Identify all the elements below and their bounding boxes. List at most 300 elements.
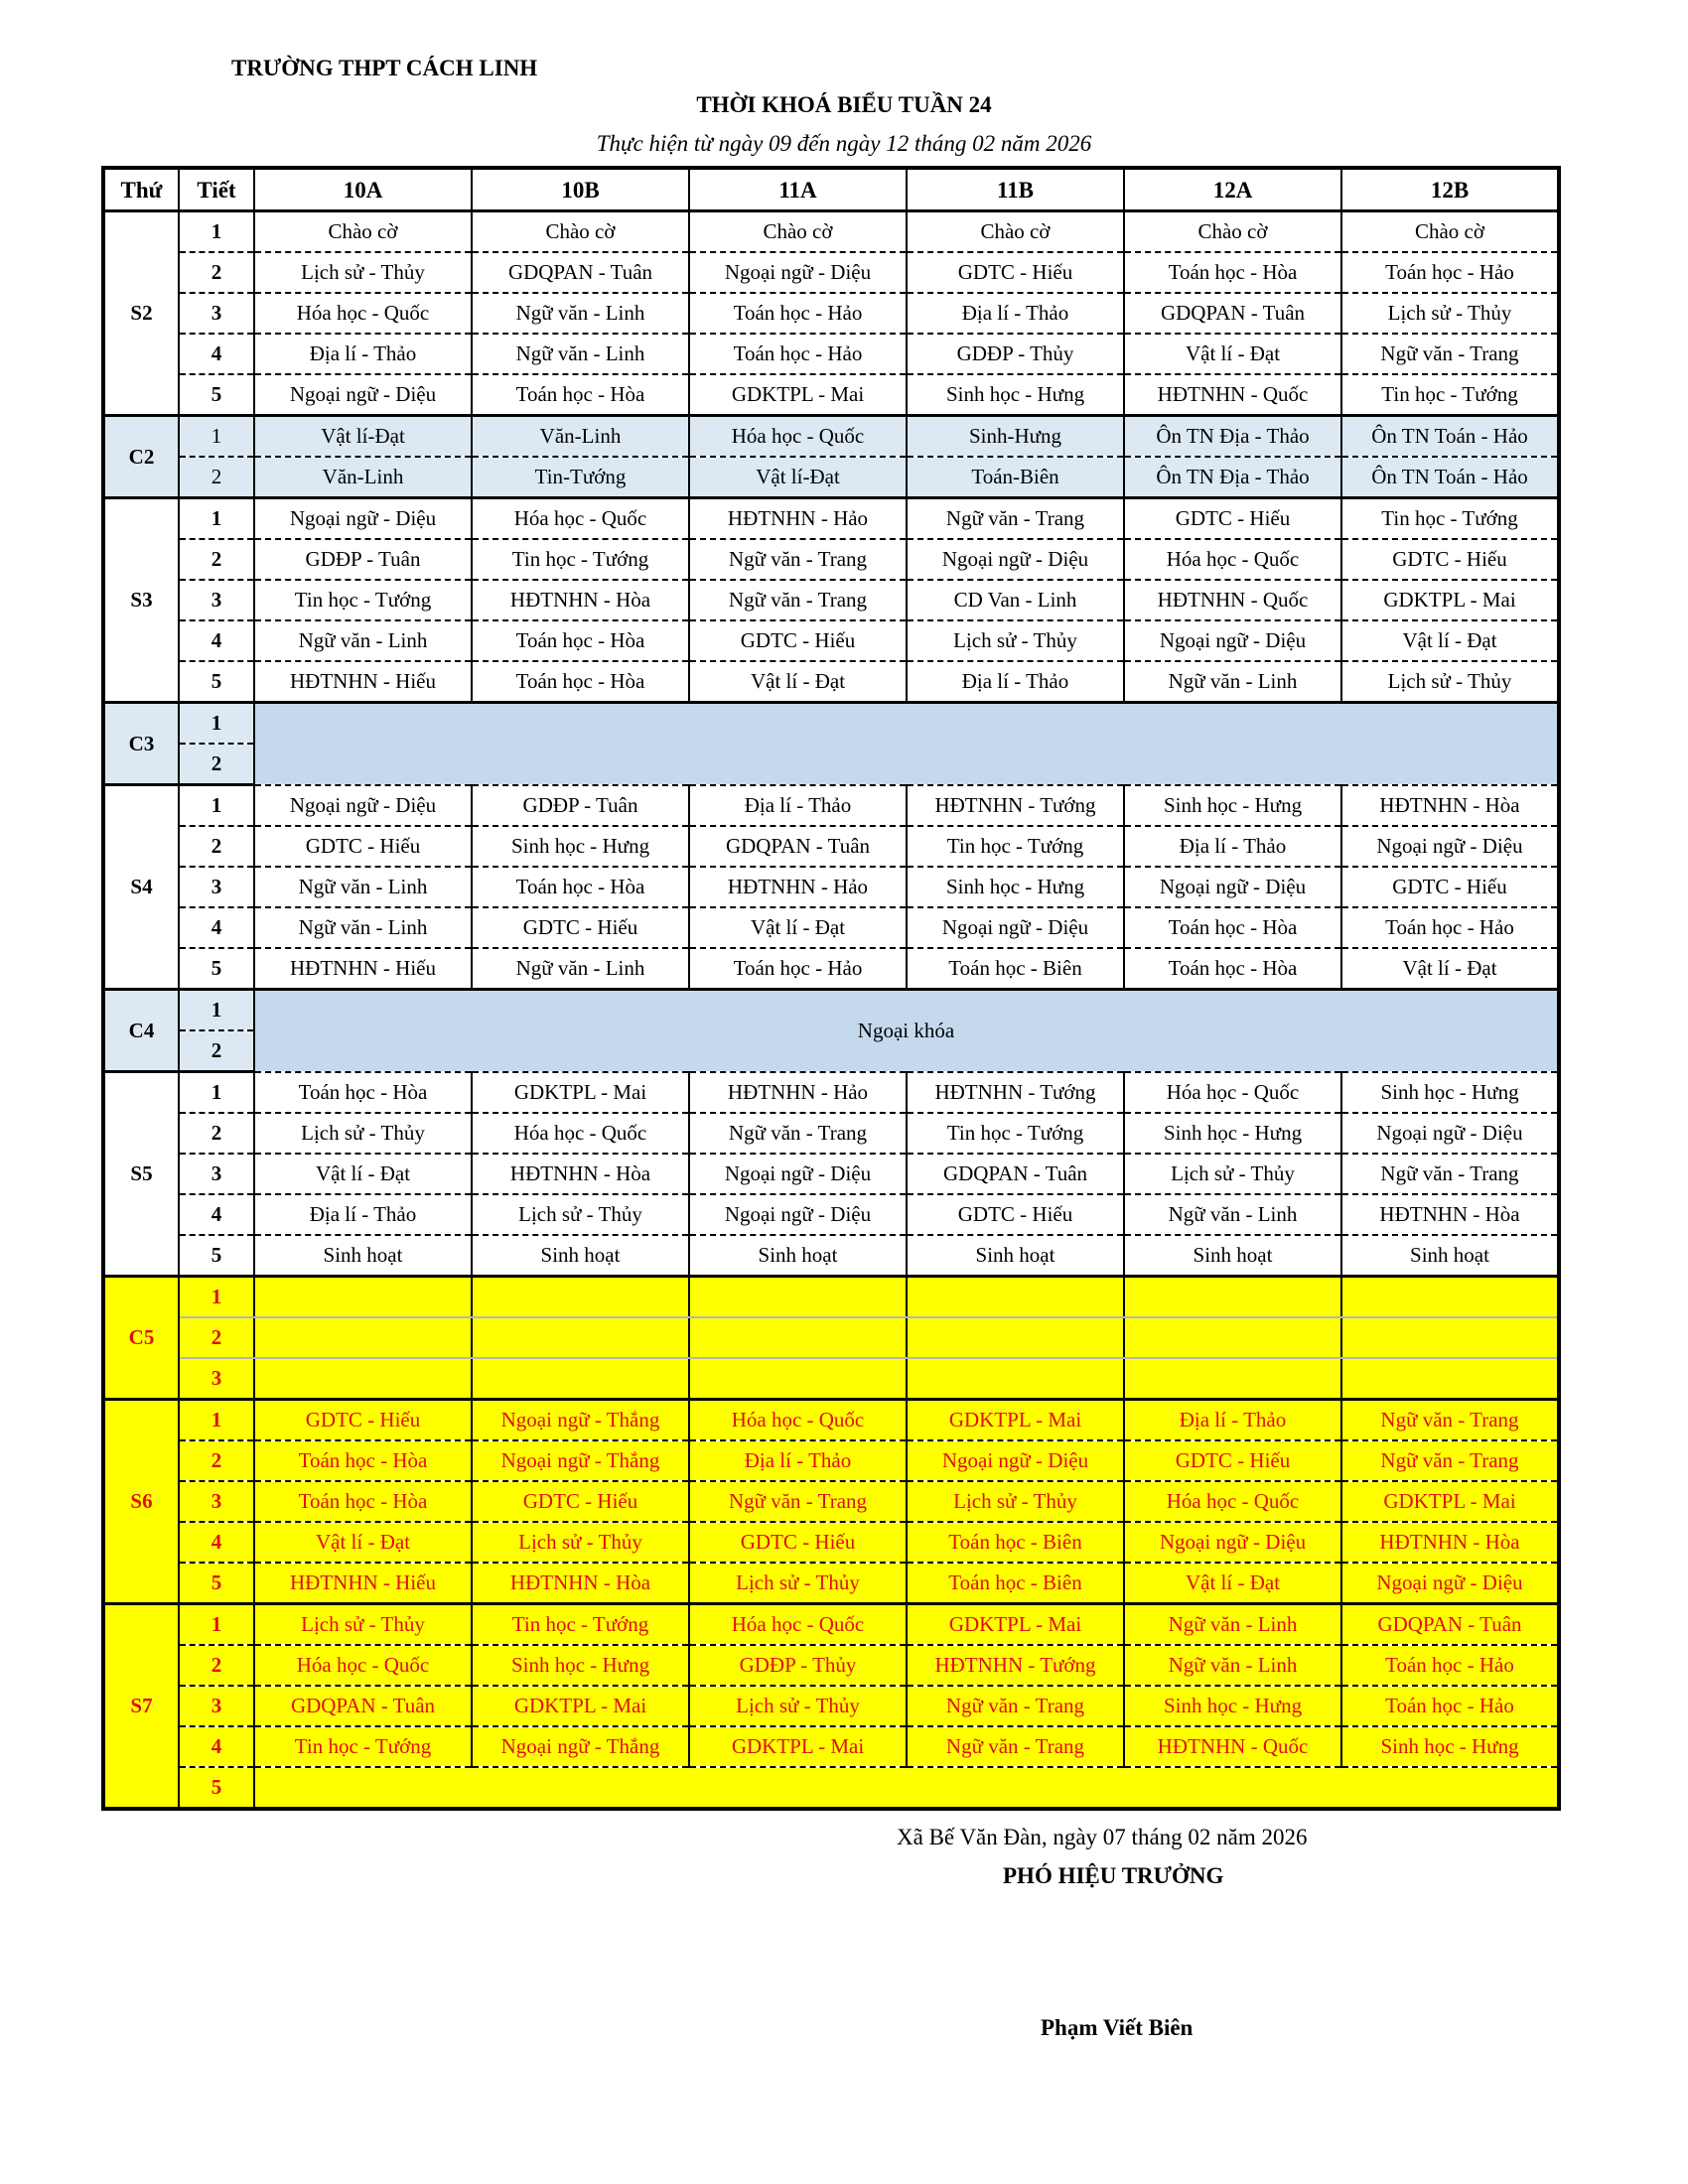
lesson-cell: Ngoại ngữ - Diệu <box>1124 1522 1341 1563</box>
lesson-cell: Lịch sử - Thủy <box>254 1604 472 1646</box>
lesson-cell: GDQPAN - Tuân <box>472 252 689 293</box>
period-number: 5 <box>179 1563 254 1604</box>
page-title: THỜI KHOÁ BIỂU TUẦN 24 <box>696 92 992 117</box>
table-row <box>103 867 1559 907</box>
lesson-cell: Địa lí - Thảo <box>907 293 1124 334</box>
lesson-cell: HĐTNHN - Hiếu <box>254 948 472 990</box>
day-label: S4 <box>103 785 179 990</box>
table-row <box>103 1481 1559 1522</box>
day-label: S2 <box>103 211 179 416</box>
lesson-cell: Ngoại ngữ - Diệu <box>689 252 907 293</box>
period-number: 5 <box>179 374 254 416</box>
lesson-cell: Sinh-Hưng <box>907 416 1124 458</box>
lesson-cell: Toán học - Hảo <box>1341 1645 1559 1686</box>
lesson-cell <box>1341 1317 1559 1358</box>
lesson-cell: Toán học - Hảo <box>689 948 907 990</box>
lesson-cell: Chào cờ <box>689 211 907 253</box>
period-number: 5 <box>179 661 254 703</box>
lesson-cell: Ngoại ngữ - Diệu <box>689 1154 907 1194</box>
lesson-cell: Toán học - Hòa <box>1124 948 1341 990</box>
lesson-cell <box>907 1358 1124 1400</box>
lesson-cell: GDTC - Hiếu <box>1341 867 1559 907</box>
lesson-cell: Ngoại ngữ - Diệu <box>1124 867 1341 907</box>
lesson-cell: Ngữ văn - Trang <box>1341 1400 1559 1441</box>
lesson-cell: Lịch sử - Thủy <box>689 1686 907 1726</box>
table-row <box>103 211 1559 253</box>
table-row <box>103 620 1559 661</box>
lesson-cell: Địa lí - Thảo <box>254 1194 472 1235</box>
table-row <box>103 374 1559 416</box>
lesson-cell: GDTC - Hiếu <box>1124 498 1341 540</box>
lesson-cell: Ngữ văn - Trang <box>907 498 1124 540</box>
lesson-cell: Ngoại ngữ - Diệu <box>907 1440 1124 1481</box>
table-row <box>103 498 1559 540</box>
table-row <box>103 416 1559 458</box>
lesson-cell: Toán học - Hòa <box>254 1072 472 1114</box>
lesson-cell: Vật lí-Đạt <box>689 457 907 498</box>
class-header: 10B <box>472 168 689 211</box>
table-row <box>103 1522 1559 1563</box>
table-row <box>103 661 1559 703</box>
lesson-cell: Ngữ văn - Linh <box>472 948 689 990</box>
lesson-cell: Ngữ văn - Trang <box>689 1113 907 1154</box>
table-row <box>103 907 1559 948</box>
lesson-cell: Tin học - Tướng <box>254 580 472 620</box>
period-number: 1 <box>179 1072 254 1114</box>
lesson-cell: Toán học - Hòa <box>254 1481 472 1522</box>
lesson-cell: Tin-Tướng <box>472 457 689 498</box>
lesson-cell: Ngữ văn - Linh <box>472 334 689 374</box>
lesson-cell: Toán học - Hòa <box>472 620 689 661</box>
lesson-cell: GDKTPL - Mai <box>1341 580 1559 620</box>
lesson-cell: Vật lí - Đạt <box>254 1522 472 1563</box>
lesson-cell: HĐTNHN - Hòa <box>1341 1522 1559 1563</box>
lesson-cell: Ngoại ngữ - Diệu <box>907 539 1124 580</box>
lesson-cell: GDTC - Hiếu <box>689 620 907 661</box>
period-number: 1 <box>179 498 254 540</box>
lesson-cell: Ngoại ngữ - Diệu <box>907 907 1124 948</box>
table-row <box>103 457 1559 498</box>
lesson-cell: GDTC - Hiếu <box>254 1400 472 1441</box>
period-number: 5 <box>179 948 254 990</box>
lesson-cell: HĐTNHN - Quốc <box>1124 1726 1341 1767</box>
lesson-cell: Ngữ văn - Linh <box>254 867 472 907</box>
lesson-cell: Hóa học - Quốc <box>254 293 472 334</box>
lesson-cell: Sinh hoạt <box>689 1235 907 1277</box>
lesson-cell: Hóa học - Quốc <box>1124 1072 1341 1114</box>
lesson-cell: Ngữ văn - Trang <box>689 1481 907 1522</box>
lesson-cell: HĐTNHN - Hảo <box>689 1072 907 1114</box>
table-row <box>103 1072 1559 1114</box>
lesson-cell <box>1124 1358 1341 1400</box>
lesson-cell: GDTC - Hiếu <box>472 907 689 948</box>
lesson-cell: GDĐP - Tuân <box>254 539 472 580</box>
period-number: 1 <box>179 1400 254 1441</box>
lesson-cell: Ngữ văn - Trang <box>907 1726 1124 1767</box>
lesson-cell: Văn-Linh <box>254 457 472 498</box>
lesson-cell: Vật lí - Đạt <box>1341 620 1559 661</box>
table-row <box>103 1113 1559 1154</box>
lesson-cell: Toán học - Hảo <box>1341 1686 1559 1726</box>
period-number: 5 <box>179 1235 254 1277</box>
table-row <box>103 539 1559 580</box>
class-header: 11B <box>907 168 1124 211</box>
lesson-cell: GDTC - Hiếu <box>1124 1440 1341 1481</box>
lesson-cell <box>1341 1358 1559 1400</box>
lesson-cell: Lịch sử - Thủy <box>1341 661 1559 703</box>
table-row <box>103 1563 1559 1604</box>
table-row <box>103 252 1559 293</box>
lesson-cell: GDQPAN - Tuân <box>254 1686 472 1726</box>
lesson-cell: Toán học - Biên <box>907 948 1124 990</box>
lesson-cell: Tin học - Tướng <box>1341 498 1559 540</box>
lesson-cell: Hóa học - Quốc <box>689 1604 907 1646</box>
table-row <box>103 826 1559 867</box>
page-subtitle: Thực hiện từ ngày 09 đến ngày 12 tháng 02 năm 2026 <box>596 131 1092 156</box>
period-number: 2 <box>179 252 254 293</box>
period-number: 4 <box>179 1726 254 1767</box>
school-name: TRƯỜNG THPT CÁCH LINH <box>231 56 538 80</box>
period-number: 3 <box>179 1154 254 1194</box>
lesson-cell: Ngữ văn - Trang <box>1341 334 1559 374</box>
lesson-cell: Ngữ văn - Linh <box>1124 1194 1341 1235</box>
lesson-cell: Chào cờ <box>472 211 689 253</box>
lesson-cell: HĐTNHN - Hảo <box>689 498 907 540</box>
table-row <box>103 785 1559 827</box>
lesson-cell: Ngoại ngữ - Diệu <box>1341 1563 1559 1604</box>
lesson-cell: Ngữ văn - Trang <box>1341 1440 1559 1481</box>
period-number: 3 <box>179 1481 254 1522</box>
col-day-header: Thứ <box>103 168 179 211</box>
lesson-cell: HĐTNHN - Hòa <box>1341 785 1559 827</box>
period-number: 3 <box>179 1686 254 1726</box>
lesson-cell <box>472 1317 689 1358</box>
lesson-cell: Tin học - Tướng <box>472 539 689 580</box>
lesson-cell <box>907 1277 1124 1318</box>
table-row <box>103 1645 1559 1686</box>
table-row <box>103 948 1559 990</box>
lesson-cell: Lịch sử - Thủy <box>907 620 1124 661</box>
lesson-cell <box>907 1317 1124 1358</box>
lesson-cell: GDKTPL - Mai <box>689 1726 907 1767</box>
lesson-cell: Sinh học - Hưng <box>472 1645 689 1686</box>
lesson-cell: Hóa học - Quốc <box>689 1400 907 1441</box>
lesson-cell: Sinh học - Hưng <box>907 867 1124 907</box>
period-number: 2 <box>179 1645 254 1686</box>
lesson-cell: Lịch sử - Thủy <box>254 1113 472 1154</box>
lesson-cell: HĐTNHN - Quốc <box>1124 374 1341 416</box>
period-number: 1 <box>179 1277 254 1318</box>
lesson-cell: Toán học - Hòa <box>254 1440 472 1481</box>
lesson-cell: Ngoại ngữ - Diệu <box>1341 826 1559 867</box>
table-row <box>103 1154 1559 1194</box>
lesson-cell: Toán học - Hòa <box>1124 252 1341 293</box>
period-number: 4 <box>179 1522 254 1563</box>
class-header: 11A <box>689 168 907 211</box>
lesson-cell: Ngoại ngữ - Diệu <box>1341 1113 1559 1154</box>
lesson-cell: Địa lí - Thảo <box>1124 1400 1341 1441</box>
day-label: C3 <box>103 703 179 785</box>
col-period-header: Tiết <box>179 168 254 211</box>
table-row <box>103 293 1559 334</box>
period-number: 2 <box>179 1440 254 1481</box>
lesson-cell: Ngữ văn - Trang <box>689 580 907 620</box>
lesson-cell: Ngữ văn - Linh <box>472 293 689 334</box>
lesson-cell: Toán học - Hảo <box>689 293 907 334</box>
table-row <box>103 1400 1559 1441</box>
lesson-cell: HĐTNHN - Hòa <box>472 1563 689 1604</box>
lesson-cell: GDKTPL - Mai <box>472 1072 689 1114</box>
lesson-cell: Ôn TN Toán - Hảo <box>1341 457 1559 498</box>
lesson-cell: Toán học - Hòa <box>1124 907 1341 948</box>
lesson-cell <box>254 1277 472 1318</box>
period-number: 2 <box>179 457 254 498</box>
lesson-cell <box>254 1317 472 1358</box>
day-label: S7 <box>103 1604 179 1810</box>
lesson-cell: Lịch sử - Thủy <box>907 1481 1124 1522</box>
lesson-cell: HĐTNHN - Hiếu <box>254 1563 472 1604</box>
lesson-cell <box>472 1358 689 1400</box>
lesson-cell: Ngoại ngữ - Thắng <box>472 1440 689 1481</box>
lesson-cell: Ngữ văn - Trang <box>907 1686 1124 1726</box>
lesson-cell: Ngữ văn - Trang <box>689 539 907 580</box>
lesson-cell: Ngữ văn - Linh <box>1124 661 1341 703</box>
lesson-cell: Toán-Biên <box>907 457 1124 498</box>
lesson-cell: Sinh học - Hưng <box>472 826 689 867</box>
lesson-cell: GDKTPL - Mai <box>689 374 907 416</box>
class-header: 10A <box>254 168 472 211</box>
lesson-cell: Ngoại ngữ - Thắng <box>472 1400 689 1441</box>
lesson-cell: Địa lí - Thảo <box>907 661 1124 703</box>
lesson-cell: Sinh học - Hưng <box>1124 785 1341 827</box>
lesson-cell: HĐTNHN - Hiếu <box>254 661 472 703</box>
period-number: 2 <box>179 1030 254 1072</box>
lesson-cell: Toán học - Biên <box>907 1522 1124 1563</box>
table-row <box>103 703 1559 745</box>
day-label: S6 <box>103 1400 179 1604</box>
day-label: C2 <box>103 416 179 498</box>
lesson-cell <box>689 1358 907 1400</box>
lesson-cell: GDKTPL - Mai <box>1341 1481 1559 1522</box>
lesson-cell: Ngoại ngữ - Thắng <box>472 1726 689 1767</box>
lesson-cell: Toán học - Hảo <box>1341 252 1559 293</box>
period-number: 2 <box>179 744 254 785</box>
table-row <box>103 990 1559 1031</box>
lesson-cell: Sinh học - Hưng <box>1341 1072 1559 1114</box>
lesson-cell: Sinh hoạt <box>1341 1235 1559 1277</box>
period-number: 4 <box>179 620 254 661</box>
lesson-cell: Hóa học - Quốc <box>472 498 689 540</box>
period-number: 4 <box>179 1194 254 1235</box>
lesson-cell: Ngoại ngữ - Diệu <box>254 498 472 540</box>
lesson-cell: HĐTNHN - Tướng <box>907 1072 1124 1114</box>
lesson-cell: Ôn TN Địa - Thảo <box>1124 416 1341 458</box>
table-row <box>103 1194 1559 1235</box>
day-label: C4 <box>103 990 179 1072</box>
lesson-cell: GDQPAN - Tuân <box>1124 293 1341 334</box>
lesson-cell: Chào cờ <box>254 211 472 253</box>
period-number: 1 <box>179 785 254 827</box>
lesson-cell: HĐTNHN - Hòa <box>472 1154 689 1194</box>
lesson-cell: Lịch sử - Thủy <box>254 252 472 293</box>
lesson-cell: HĐTNHN - Hòa <box>472 580 689 620</box>
merged-block-cell <box>254 703 1559 785</box>
lesson-cell: Ngoại ngữ - Diệu <box>689 1194 907 1235</box>
lesson-cell: Ôn TN Địa - Thảo <box>1124 457 1341 498</box>
lesson-cell: Hóa học - Quốc <box>472 1113 689 1154</box>
lesson-cell: Địa lí - Thảo <box>689 785 907 827</box>
header-row <box>103 168 1559 211</box>
lesson-cell: Sinh hoạt <box>472 1235 689 1277</box>
lesson-cell: Toán học - Hòa <box>472 374 689 416</box>
lesson-cell: Toán học - Hảo <box>1341 907 1559 948</box>
lesson-cell <box>689 1317 907 1358</box>
lesson-cell: GDTC - Hiếu <box>907 1194 1124 1235</box>
lesson-cell: Vật lí - Đạt <box>1341 948 1559 990</box>
lesson-cell: Chào cờ <box>1124 211 1341 253</box>
period-number: 4 <box>179 334 254 374</box>
lesson-cell: Toán học - Biên <box>907 1563 1124 1604</box>
lesson-cell <box>472 1277 689 1318</box>
lesson-cell: Địa lí - Thảo <box>1124 826 1341 867</box>
lesson-cell <box>1341 1277 1559 1318</box>
period-number: 1 <box>179 211 254 253</box>
lesson-cell: Tin học - Tướng <box>907 1113 1124 1154</box>
lesson-cell: Vật lí-Đạt <box>254 416 472 458</box>
lesson-cell: Vật lí - Đạt <box>1124 1563 1341 1604</box>
lesson-cell: Vật lí - Đạt <box>689 907 907 948</box>
lesson-cell: Lịch sử - Thủy <box>1124 1154 1341 1194</box>
lesson-cell: Địa lí - Thảo <box>689 1440 907 1481</box>
lesson-cell: GDQPAN - Tuân <box>689 826 907 867</box>
lesson-cell: Sinh hoạt <box>1124 1235 1341 1277</box>
period-number: 2 <box>179 1317 254 1358</box>
period-number: 3 <box>179 580 254 620</box>
lesson-cell: GDTC - Hiếu <box>689 1522 907 1563</box>
lesson-cell: Chào cờ <box>1341 211 1559 253</box>
lesson-cell: Sinh học - Hưng <box>1124 1686 1341 1726</box>
lesson-cell: Hóa học - Quốc <box>1124 539 1341 580</box>
period-number: 1 <box>179 990 254 1031</box>
period-number: 1 <box>179 416 254 458</box>
table-row <box>103 334 1559 374</box>
lesson-cell: CD Van - Linh <box>907 580 1124 620</box>
lesson-cell: Ôn TN Toán - Hảo <box>1341 416 1559 458</box>
lesson-cell: GDKTPL - Mai <box>907 1604 1124 1646</box>
lesson-cell: Ngữ văn - Linh <box>254 620 472 661</box>
table-row <box>103 580 1559 620</box>
lesson-cell: Vật lí - Đạt <box>1124 334 1341 374</box>
lesson-cell: Tin học - Tướng <box>1341 374 1559 416</box>
lesson-cell: Sinh hoạt <box>254 1235 472 1277</box>
lesson-cell: Sinh học - Hưng <box>1124 1113 1341 1154</box>
lesson-cell: Vật lí - Đạt <box>254 1154 472 1194</box>
lesson-cell: GDTC - Hiếu <box>254 826 472 867</box>
period-number: 5 <box>179 1767 254 1809</box>
lesson-cell <box>1124 1277 1341 1318</box>
lesson-cell: Sinh học - Hưng <box>907 374 1124 416</box>
table-row <box>103 1726 1559 1767</box>
lesson-cell: Vật lí - Đạt <box>689 661 907 703</box>
period-number: 2 <box>179 826 254 867</box>
period-number: 4 <box>179 907 254 948</box>
lesson-cell: HĐTNHN - Tướng <box>907 1645 1124 1686</box>
lesson-cell <box>689 1277 907 1318</box>
table-row <box>103 1277 1559 1318</box>
lesson-cell: Ngữ văn - Trang <box>1341 1154 1559 1194</box>
lesson-cell: GDQPAN - Tuân <box>1341 1604 1559 1646</box>
period-number: 3 <box>179 867 254 907</box>
signer-name: Phạm Viết Biên <box>1041 2015 1194 2040</box>
lesson-cell: GDKTPL - Mai <box>472 1686 689 1726</box>
class-header: 12A <box>1124 168 1341 211</box>
lesson-cell: GDTC - Hiếu <box>472 1481 689 1522</box>
empty-merged-cell <box>254 1767 1559 1809</box>
table-row <box>103 1235 1559 1277</box>
timetable <box>101 166 1561 1811</box>
lesson-cell: Lịch sử - Thủy <box>472 1522 689 1563</box>
lesson-cell: Lịch sử - Thủy <box>689 1563 907 1604</box>
lesson-cell: HĐTNHN - Quốc <box>1124 580 1341 620</box>
lesson-cell: Tin học - Tướng <box>472 1604 689 1646</box>
period-number: 1 <box>179 703 254 745</box>
period-number: 1 <box>179 1604 254 1646</box>
lesson-cell: GDTC - Hiếu <box>1341 539 1559 580</box>
lesson-cell: Sinh học - Hưng <box>1341 1726 1559 1767</box>
lesson-cell: HĐTNHN - Tướng <box>907 785 1124 827</box>
class-header: 12B <box>1341 168 1559 211</box>
lesson-cell: GDQPAN - Tuân <box>907 1154 1124 1194</box>
table-row <box>103 1317 1559 1358</box>
lesson-cell: GDĐP - Tuân <box>472 785 689 827</box>
lesson-cell: GDKTPL - Mai <box>907 1400 1124 1441</box>
lesson-cell: Toán học - Hòa <box>472 867 689 907</box>
table-row <box>103 1440 1559 1481</box>
table-row <box>103 1358 1559 1400</box>
lesson-cell: Lịch sử - Thủy <box>472 1194 689 1235</box>
lesson-cell: GDĐP - Thủy <box>907 334 1124 374</box>
lesson-cell: Ngữ văn - Linh <box>1124 1645 1341 1686</box>
lesson-cell: Chào cờ <box>907 211 1124 253</box>
lesson-cell: Toán học - Hảo <box>689 334 907 374</box>
day-label: S3 <box>103 498 179 703</box>
lesson-cell: HĐTNHN - Hòa <box>1341 1194 1559 1235</box>
lesson-cell: Toán học - Hòa <box>472 661 689 703</box>
lesson-cell: GDTC - Hiếu <box>907 252 1124 293</box>
lesson-cell: Tin học - Tướng <box>907 826 1124 867</box>
lesson-cell: Ngữ văn - Linh <box>254 907 472 948</box>
lesson-cell: Văn-Linh <box>472 416 689 458</box>
table-row <box>103 1686 1559 1726</box>
lesson-cell <box>254 1358 472 1400</box>
lesson-cell: Lịch sử - Thủy <box>1341 293 1559 334</box>
day-label: S5 <box>103 1072 179 1277</box>
lesson-cell: Hóa học - Quốc <box>254 1645 472 1686</box>
lesson-cell <box>1124 1317 1341 1358</box>
lesson-cell: Ngoại ngữ - Diệu <box>1124 620 1341 661</box>
lesson-cell: Hóa học - Quốc <box>689 416 907 458</box>
lesson-cell: GDĐP - Thủy <box>689 1645 907 1686</box>
table-row <box>103 1767 1559 1809</box>
lesson-cell: Tin học - Tướng <box>254 1726 472 1767</box>
lesson-cell: Ngữ văn - Linh <box>1124 1604 1341 1646</box>
place-date: Xã Bế Văn Đàn, ngày 07 tháng 02 năm 2026 <box>897 1825 1308 1849</box>
lesson-cell: Sinh hoạt <box>907 1235 1124 1277</box>
lesson-cell: Ngoại ngữ - Diệu <box>254 785 472 827</box>
lesson-cell: HĐTNHN - Hảo <box>689 867 907 907</box>
period-number: 3 <box>179 293 254 334</box>
merged-block-cell: Ngoại khóa <box>254 990 1559 1072</box>
